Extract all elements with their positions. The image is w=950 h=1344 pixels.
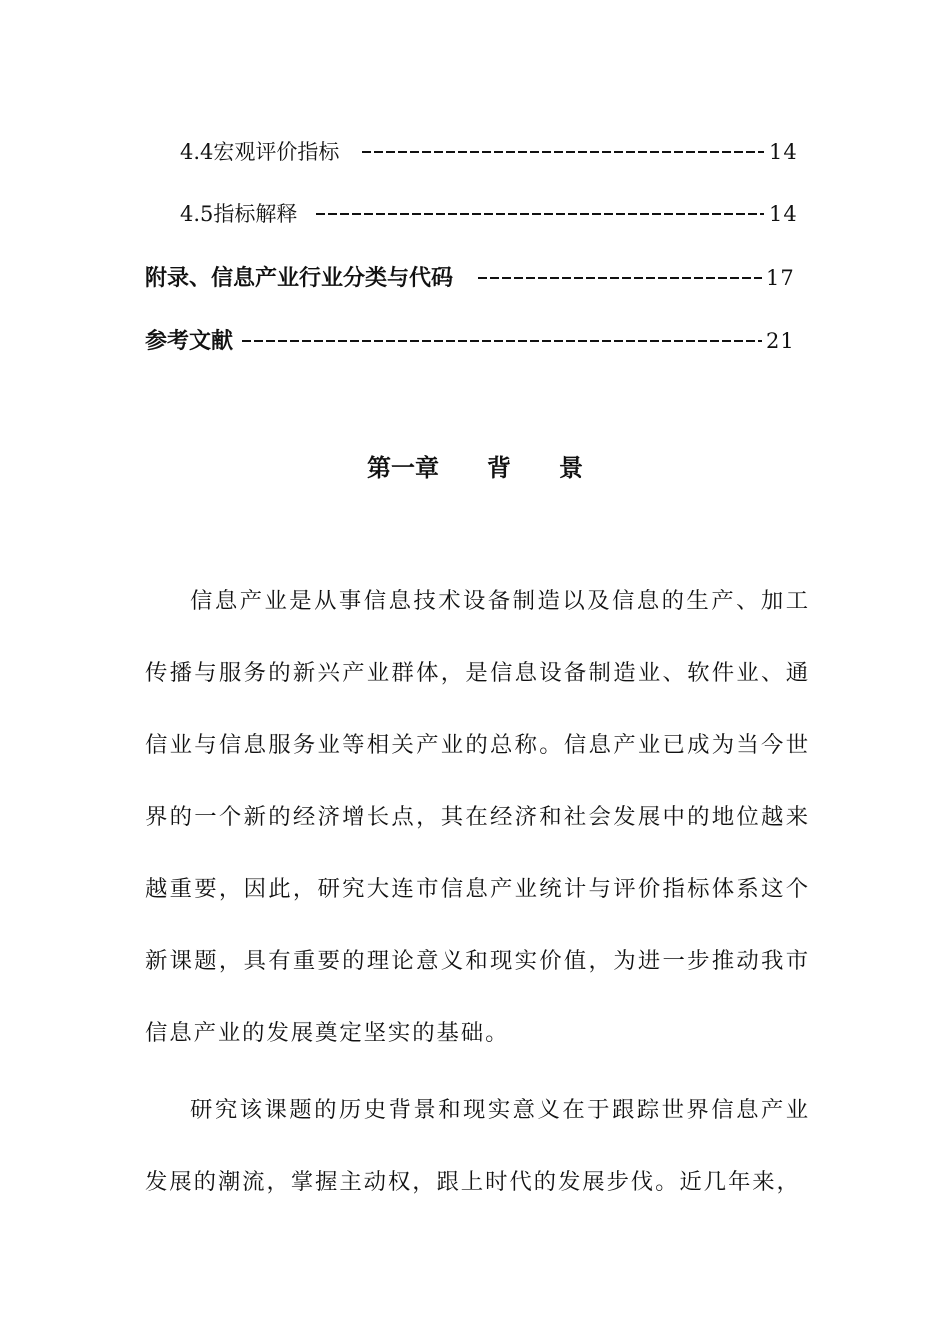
toc-entry-title: 4.5指标解释 bbox=[180, 202, 298, 226]
toc-entry[interactable] bbox=[0, 132, 950, 172]
toc-leader-dots bbox=[242, 340, 762, 342]
toc-leader-dots bbox=[362, 151, 764, 153]
toc-entry-title: 参考文献 bbox=[145, 328, 234, 354]
toc-entry[interactable] bbox=[0, 258, 950, 298]
toc-entry-page: 17 bbox=[766, 266, 795, 290]
toc-entry-title: 4.4宏观评价指标 bbox=[180, 140, 340, 164]
toc-entry[interactable] bbox=[0, 194, 950, 234]
toc-leader-dots bbox=[478, 277, 762, 279]
toc-leader-dots bbox=[316, 213, 764, 215]
toc-entry-page: 14 bbox=[769, 202, 798, 226]
toc-entry-page: 14 bbox=[769, 140, 798, 164]
chapter-title: 第一章 背 景 bbox=[367, 453, 583, 482]
body-paragraph: 研究该课题的历史背景和现实意义在于跟踪世界信息产业发展的潮流，掌握主动权，跟上时代的发展步伐。近几年来， bbox=[145, 1097, 810, 1195]
toc-entry[interactable] bbox=[0, 321, 950, 361]
toc-entry-title: 附录、信息产业行业分类与代码 bbox=[145, 265, 454, 291]
toc-entry-page: 21 bbox=[766, 329, 795, 353]
body-paragraph: 信息产业是从事信息技术设备制造以及信息的生产、加工传播与服务的新兴产业群体，是信息设备制造业、软件业、通信业与信息服务业等相关产业的总称。信息产业已成为当今世界的一个新的经济增长点，其在经济和社会发展中的地位越来越重要，因此，研究大连市信息产业统计与评价指标体系这个新课题，具有重要的理论意义和现实价值，为进一步推动我市信息产业的发展奠定坚实的基础。 bbox=[145, 588, 810, 1046]
